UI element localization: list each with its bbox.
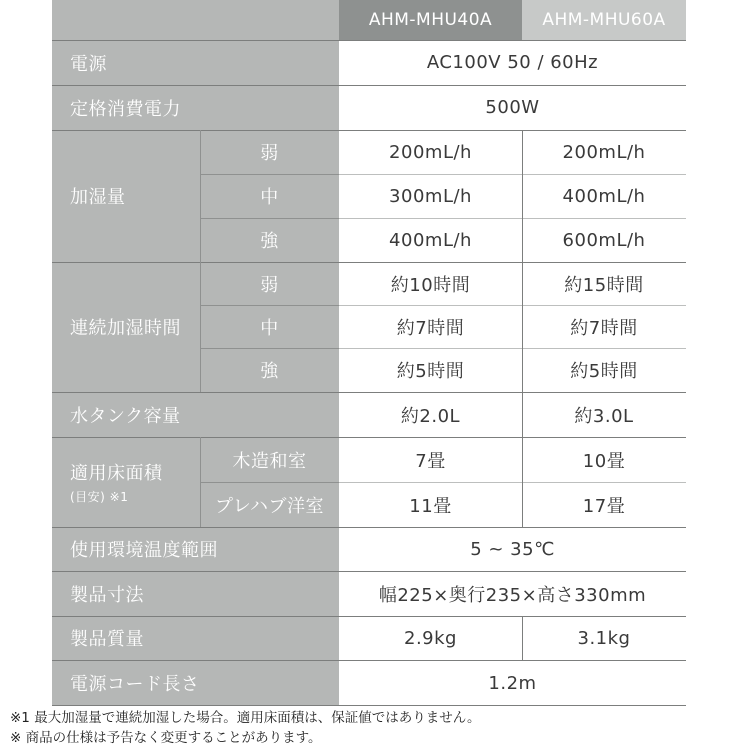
footnotes bbox=[10, 708, 740, 748]
header-blank bbox=[52, 0, 339, 40]
sub-row-divider bbox=[339, 218, 686, 219]
sub-row-divider bbox=[200, 218, 339, 219]
header-model-1: AHM-MHU40A bbox=[339, 0, 522, 40]
header-model-2: AHM-MHU60A bbox=[522, 0, 686, 40]
sub-label-humidify-mid: 中 bbox=[200, 174, 339, 218]
sub-row-divider bbox=[200, 174, 339, 175]
value-rated-power: 500W bbox=[339, 85, 686, 130]
value-humidify-weak-1: 200mL/h bbox=[339, 130, 522, 174]
value-area-wood-2: 10畳 bbox=[522, 437, 686, 482]
value-continuous-weak-2: 約15時間 bbox=[522, 262, 686, 305]
sub-row-divider bbox=[339, 174, 686, 175]
row-sublabel-area: (目安) ※1 bbox=[70, 490, 129, 504]
row-divider bbox=[52, 571, 686, 572]
sub-label-humidify-weak: 弱 bbox=[200, 130, 339, 174]
row-divider bbox=[52, 85, 686, 86]
value-continuous-strong-1: 約5時間 bbox=[339, 348, 522, 392]
value-humidify-mid-2: 400mL/h bbox=[522, 174, 686, 218]
value-area-wood-1: 7畳 bbox=[339, 437, 522, 482]
value-continuous-mid-2: 約7時間 bbox=[522, 305, 686, 348]
sub-row-divider bbox=[339, 305, 686, 306]
value-humidify-mid-1: 300mL/h bbox=[339, 174, 522, 218]
sub-label-continuous-strong: 強 bbox=[200, 348, 339, 392]
column-divider bbox=[200, 437, 201, 527]
sub-label-continuous-mid: 中 bbox=[200, 305, 339, 348]
footnote-2: ※ 商品の仕様は予告なく変更することがあります。 bbox=[10, 730, 322, 746]
row-divider bbox=[52, 130, 686, 131]
value-tank-2: 約3.0L bbox=[522, 392, 686, 437]
row-divider bbox=[52, 262, 686, 263]
sub-label-area-prefab: プレハブ洋室 bbox=[200, 482, 339, 527]
sub-row-divider bbox=[200, 348, 339, 349]
sub-row-divider bbox=[339, 348, 686, 349]
sub-label-area-wood: 木造和室 bbox=[200, 437, 339, 482]
row-label-tank: 水タンク容量 bbox=[52, 392, 339, 437]
value-continuous-strong-2: 約5時間 bbox=[522, 348, 686, 392]
row-divider bbox=[52, 705, 686, 706]
row-divider bbox=[52, 527, 686, 528]
value-humidify-strong-1: 400mL/h bbox=[339, 218, 522, 262]
row-divider bbox=[52, 40, 686, 41]
row-label-cord: 電源コード長さ bbox=[52, 660, 339, 706]
row-label-humidify: 加湿量 bbox=[52, 130, 200, 262]
column-divider bbox=[522, 616, 523, 660]
row-divider bbox=[52, 660, 686, 661]
row-label-area: 適用床面積 bbox=[70, 463, 163, 484]
value-weight-2: 3.1kg bbox=[522, 616, 686, 660]
row-label-power: 電源 bbox=[52, 40, 339, 85]
value-area-prefab-2: 17畳 bbox=[522, 482, 686, 527]
value-tank-1: 約2.0L bbox=[339, 392, 522, 437]
spec-table bbox=[52, 0, 686, 706]
sub-label-humidify-strong: 強 bbox=[200, 218, 339, 262]
sub-row-divider bbox=[339, 482, 686, 483]
footnote-1: ※1 最大加湿量で連続加湿した場合。適用床面積は、保証値ではありません。 bbox=[10, 710, 481, 726]
row-divider bbox=[52, 437, 686, 438]
column-divider bbox=[522, 437, 523, 527]
value-area-prefab-1: 11畳 bbox=[339, 482, 522, 527]
sub-label-continuous-weak: 弱 bbox=[200, 262, 339, 305]
value-humidify-strong-2: 600mL/h bbox=[522, 218, 686, 262]
row-divider bbox=[52, 616, 686, 617]
row-label-weight: 製品質量 bbox=[52, 616, 339, 660]
value-weight-1: 2.9kg bbox=[339, 616, 522, 660]
row-label-size: 製品寸法 bbox=[52, 571, 339, 616]
value-power: AC100V 50 / 60Hz bbox=[339, 40, 686, 85]
row-label-temp: 使用環境温度範囲 bbox=[52, 527, 339, 571]
column-divider bbox=[522, 130, 523, 437]
sub-row-divider bbox=[200, 482, 339, 483]
value-cord: 1.2m bbox=[339, 660, 686, 706]
row-label-area-group bbox=[52, 437, 200, 527]
value-humidify-weak-2: 200mL/h bbox=[522, 130, 686, 174]
value-continuous-weak-1: 約10時間 bbox=[339, 262, 522, 305]
sub-row-divider bbox=[200, 305, 339, 306]
value-temp: 5 ~ 35℃ bbox=[339, 527, 686, 571]
column-divider bbox=[200, 130, 201, 392]
value-continuous-mid-1: 約7時間 bbox=[339, 305, 522, 348]
row-label-rated-power: 定格消費電力 bbox=[52, 85, 339, 130]
row-divider bbox=[52, 392, 686, 393]
row-label-continuous: 連続加湿時間 bbox=[52, 262, 200, 392]
value-size: 幅225×奥行235×高さ330mm bbox=[339, 571, 686, 616]
